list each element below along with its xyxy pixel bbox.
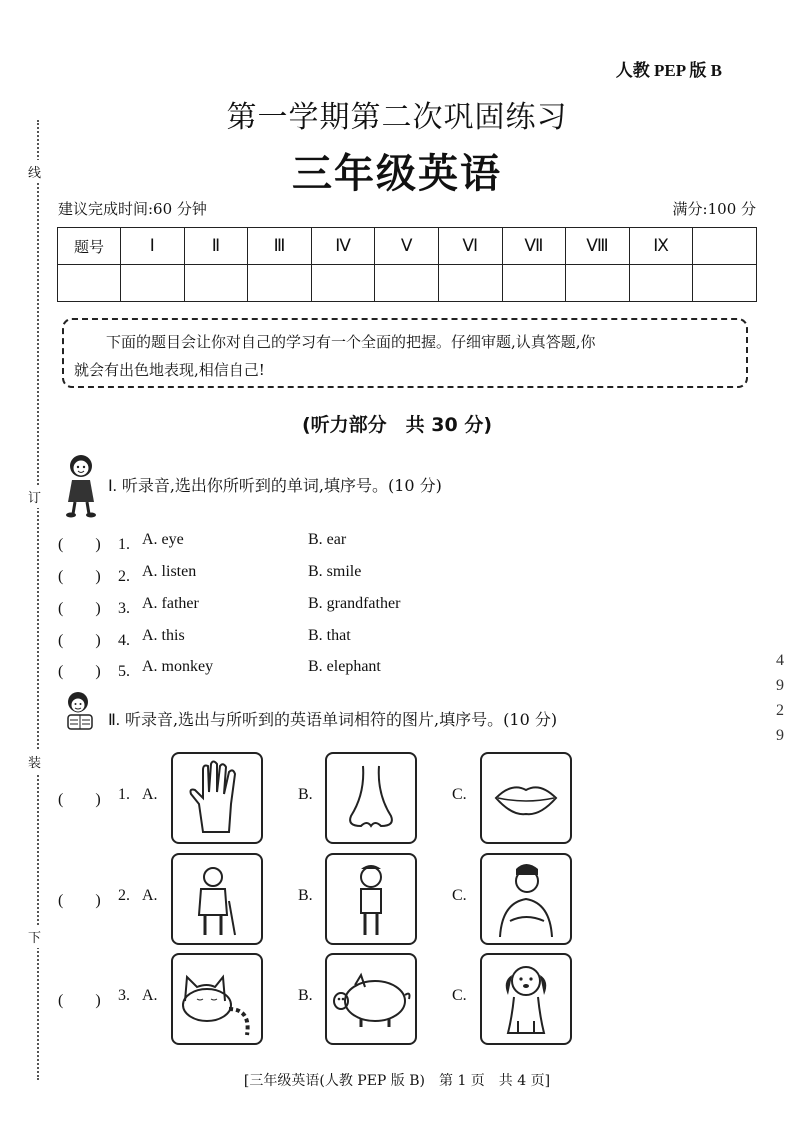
answer-blank[interactable]: ( ) xyxy=(58,600,101,617)
score-cell[interactable] xyxy=(693,265,757,302)
score-header-cell: Ⅶ xyxy=(502,228,566,265)
margin-digit: 9 xyxy=(776,677,784,694)
option-b-label: B. xyxy=(298,786,313,803)
question-1-heading xyxy=(108,473,442,496)
score-cell[interactable] xyxy=(629,265,693,302)
score-cell[interactable] xyxy=(248,265,312,302)
item-number: 3. xyxy=(118,987,130,1004)
exam-title: 第一学期第二次巩固练习 xyxy=(226,100,568,135)
boy-icon[interactable] xyxy=(325,853,417,945)
q1-item xyxy=(58,658,381,681)
question-2-number: Ⅱ. xyxy=(108,712,120,729)
option-a: A. this xyxy=(142,627,185,644)
option-b: B. ear xyxy=(308,531,347,548)
answer-blank[interactable]: ( ) xyxy=(58,568,101,585)
item-number: 2. xyxy=(118,568,130,585)
option-b: B. smile xyxy=(308,563,362,580)
score-header-cell: Ⅵ xyxy=(438,228,502,265)
item-number: 3. xyxy=(118,600,130,617)
score-header-cell: Ⅰ xyxy=(121,228,185,265)
answer-blank[interactable]: ( ) xyxy=(58,536,101,553)
margin-digit: 4 xyxy=(776,652,784,669)
pig-icon[interactable] xyxy=(325,953,417,1045)
score-header-cell xyxy=(693,228,757,265)
score-cell[interactable] xyxy=(311,265,375,302)
cat-icon[interactable] xyxy=(171,953,263,1045)
notice-line-2: 就会有出色地表现,相信自己! xyxy=(74,361,265,379)
q1-item xyxy=(58,595,401,618)
margin-digits xyxy=(776,648,790,748)
score-cell[interactable] xyxy=(184,265,248,302)
score-cell[interactable] xyxy=(566,265,630,302)
question-1-number: Ⅰ. xyxy=(108,478,117,495)
score-header-cell: 题号 xyxy=(58,228,121,265)
question-1-instruction: 听录音,选出你所听到的单词,填序号。(10 分) xyxy=(121,476,442,495)
man-icon[interactable] xyxy=(480,853,572,945)
item-number: 1. xyxy=(118,536,130,553)
section-title: (听力部分 共 30 分) xyxy=(301,414,493,436)
nose-icon[interactable] xyxy=(325,752,417,844)
answer-blank[interactable]: ( ) xyxy=(58,992,101,1009)
score-cell[interactable] xyxy=(438,265,502,302)
option-b: B. that xyxy=(308,627,351,644)
option-b-label: B. xyxy=(298,887,313,904)
q1-item xyxy=(58,563,362,586)
option-b-label: B. xyxy=(298,987,313,1004)
score-cell[interactable] xyxy=(58,265,121,302)
option-c-label: C. xyxy=(452,786,467,803)
notice-box xyxy=(62,318,748,388)
mouth-icon[interactable] xyxy=(480,752,572,844)
full-score-label: 满分:100 分 xyxy=(672,200,756,218)
score-table-header-row xyxy=(58,228,757,265)
exam-subject: 三年级英语 xyxy=(292,151,502,197)
time-label: 建议完成时间:60 分钟 xyxy=(58,200,207,218)
score-header-cell: Ⅷ xyxy=(566,228,630,265)
score-table-blank-row xyxy=(58,265,757,302)
option-c-label: C. xyxy=(452,887,467,904)
score-cell[interactable] xyxy=(375,265,439,302)
binding-char-xian: 线 xyxy=(28,160,41,183)
hand-icon[interactable] xyxy=(171,752,263,844)
option-a: A. father xyxy=(142,595,199,612)
item-number: 4. xyxy=(118,632,130,649)
item-number: 1. xyxy=(118,786,130,803)
score-header-cell: Ⅴ xyxy=(375,228,439,265)
binding-char-xia: 下 xyxy=(28,925,41,948)
score-header-cell: Ⅲ xyxy=(248,228,312,265)
q2-row xyxy=(58,752,618,844)
question-2-heading xyxy=(108,707,557,730)
option-a-label: A. xyxy=(142,987,158,1004)
item-number: 2. xyxy=(118,887,130,904)
answer-blank[interactable]: ( ) xyxy=(58,892,101,909)
q1-item xyxy=(58,531,347,554)
option-a: A. eye xyxy=(142,531,184,548)
question-2-instruction: 听录音,选出与所听到的英语单词相符的图片,填序号。(10 分) xyxy=(124,710,558,729)
option-b: B. elephant xyxy=(308,658,381,675)
boy-reading-icon xyxy=(58,688,104,738)
binding-char-ding: 订 xyxy=(28,485,41,508)
score-header-cell: Ⅳ xyxy=(311,228,375,265)
score-cell[interactable] xyxy=(502,265,566,302)
dog-icon[interactable] xyxy=(480,953,572,1045)
q2-row xyxy=(58,853,618,945)
score-table xyxy=(57,227,757,302)
option-c-label: C. xyxy=(452,987,467,1004)
girl-icon xyxy=(58,450,104,518)
q2-row xyxy=(58,953,618,1045)
notice-line-1: 下面的题目会让你对自己的学习有一个全面的把握。仔细审题,认真答题,你 xyxy=(106,333,596,351)
score-header-cell: Ⅸ xyxy=(629,228,693,265)
option-a: A. monkey xyxy=(142,658,214,675)
page-footer: [三年级英语(人教 PEP 版 B) 第 1 页 共 4 页] xyxy=(243,1073,551,1089)
item-number: 5. xyxy=(118,663,130,680)
q1-item xyxy=(58,627,351,650)
answer-blank[interactable]: ( ) xyxy=(58,663,101,680)
score-cell[interactable] xyxy=(121,265,185,302)
score-header-cell: Ⅱ xyxy=(184,228,248,265)
option-b: B. grandfather xyxy=(308,595,401,612)
answer-blank[interactable]: ( ) xyxy=(58,791,101,808)
margin-digit: 9 xyxy=(776,727,784,744)
edition-label: 人教 PEP 版 B xyxy=(615,61,722,80)
option-a-label: A. xyxy=(142,786,158,803)
answer-blank[interactable]: ( ) xyxy=(58,632,101,649)
grandfather-icon[interactable] xyxy=(171,853,263,945)
margin-digit: 2 xyxy=(776,702,784,719)
option-a-label: A. xyxy=(142,887,158,904)
binding-char-zhuang: 装 xyxy=(28,750,41,773)
option-a: A. listen xyxy=(142,563,197,580)
